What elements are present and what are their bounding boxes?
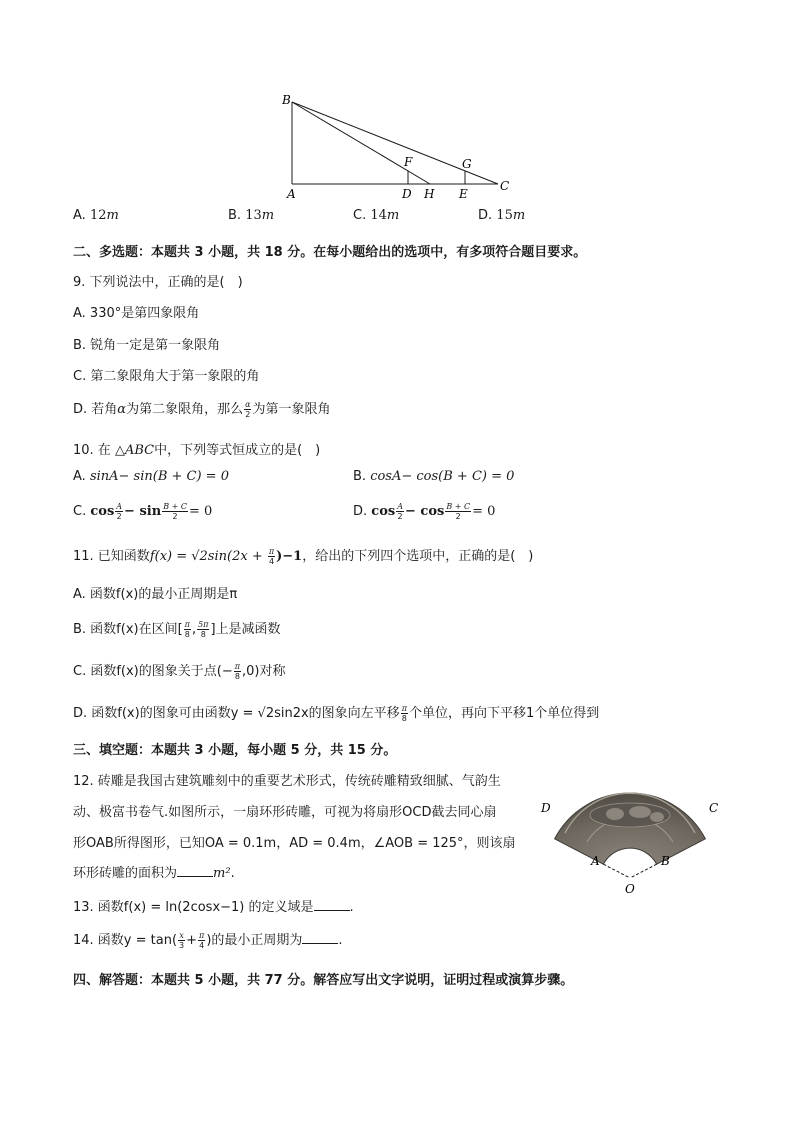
q9-option-b: B. 锐角一定是第一象限角 [73,338,221,353]
segment-bo [630,864,657,878]
q12-line-1: 12. 砖雕是我国古建筑雕刻中的重要艺术形式，传统砖雕精致细腻、气韵生 [73,774,501,789]
q8-option-d: D. 15m [478,208,526,223]
q12-line-2: 动、极富书卷气.如图所示，一扇环形砖雕，可视为将扇形OCD截去同心扇 [73,805,497,820]
label-b: B [282,93,291,107]
label-b: B [661,854,670,868]
q10-option-a: A. sinA− sin(B + C) = 0 [73,469,229,484]
answer-blank[interactable] [177,864,213,877]
label-f: F [404,155,413,169]
label-c: C [500,179,510,193]
q11-option-d: D. 函数f(x)的图象可由函数y = √2sin2x的图象向左平移 $\frac{\pi}{8}$ 个单位，再向下平移1个单位得到 [73,704,600,723]
q10-option-c: C. cos $\frac{A}{2}$ − sin $\frac{B + C}{2}$ = 0 [73,502,213,521]
triangle-figure [270,90,530,202]
q11-option-c: C. 函数f(x)的图象关于点(− $\frac{\pi}{8}$ ,0)对称 [73,662,286,681]
segment-bh [292,102,430,184]
segment-ao [603,864,630,878]
label-d: D [541,801,551,815]
q12-line-3: 形OAB所得图形，已知OA = 0.1m，AD = 0.4m，∠AOB = 125°，则该扇 [73,836,516,851]
q12-line-4: 环形砖雕的面积为 m². [73,866,235,881]
q8-option-a: A. 12m [73,208,119,223]
q10-stem: 10. 在 △ABC中，下列等式恒成立的是( ) [73,443,321,458]
q9-option-c: C. 第二象限角大于第一象限的角 [73,369,260,384]
q9-option-a: A. 330°是第四象限角 [73,306,200,321]
label-c: C [709,801,719,815]
q11-option-a: A. 函数f(x)的最小正周期是π [73,587,238,602]
section-4-heading: 四、解答题：本题共 5 小题，共 77 分。解答应写出文字说明，证明过程或演算步骤。 [73,973,574,988]
q10-option-d: D. cos $\frac{A}{2}$ − cos $\frac{B + C}{2}$ = 0 [353,502,496,521]
q14: 14. 函数y = tan( $\frac{x}{3}$ + $\frac{\pi}{4}$ )的最小正周期为 . [73,931,343,950]
label-d: D [402,187,412,201]
q9-stem: 9. 下列说法中，正确的是( ) [73,275,243,290]
label-g: G [462,157,472,171]
fan-brick-figure [535,770,725,898]
label-a: A [591,854,600,868]
segment-bc [292,102,498,184]
section-3-heading: 三、填空题：本题共 3 小题，每小题 5 分，共 15 分。 [73,743,397,758]
q8-option-b: B. 13m [228,208,275,223]
q11-option-b: B. 函数f(x)在区间[ $\frac{\pi}{8}$ , $\frac{5\pi}{8}$ ]上是减函数 [73,620,281,639]
q10-option-b: B. cosA− cos(B + C) = 0 [353,469,515,484]
answer-blank[interactable] [302,931,338,944]
label-h: H [424,187,435,201]
answer-blank[interactable] [314,898,350,911]
section-2-heading: 二、多选题：本题共 3 小题，共 18 分。在每小题给出的选项中，有多项符合题目要求。 [73,245,587,260]
q13: 13. 函数f(x) = ln(2cosx−1) 的定义域是 . [73,900,354,915]
label-e: E [459,187,468,201]
q8-option-c: C. 14m [353,208,400,223]
label-o: O [625,882,635,896]
label-a: A [287,187,296,201]
q9-option-d: D. 若角α为第二象限角，那么 $\frac{\alpha}{2}$ 为第一象限角 [73,400,331,419]
q11-stem: 11. 已知函数f(x) = √2sin(2x + $\frac{\pi}{4}$ )−1，给出的下列四个选项中，正确的是( ) [73,547,534,566]
